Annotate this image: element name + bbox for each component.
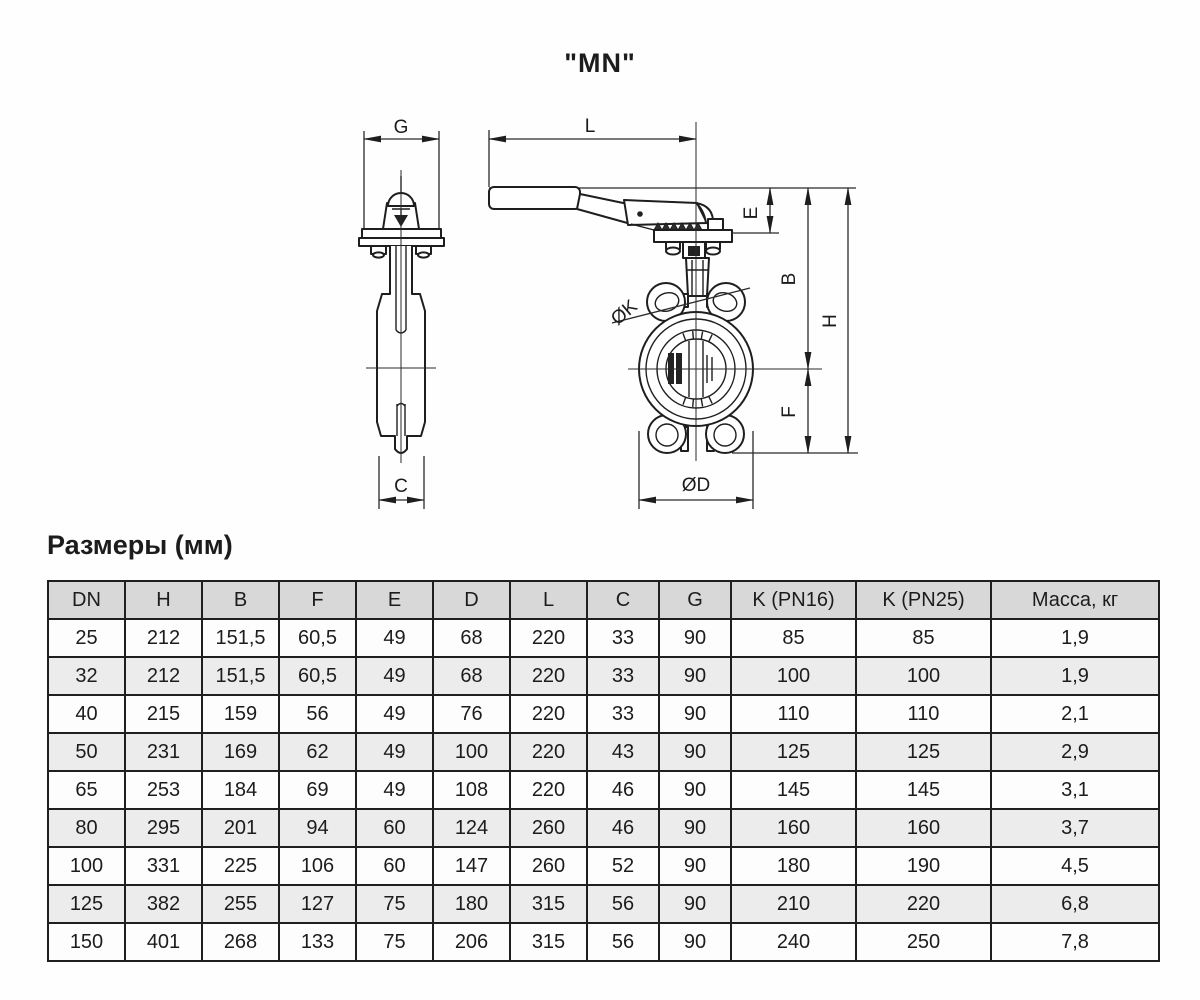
column-header-10: K (PN25) (856, 581, 991, 619)
table-cell: 49 (356, 657, 433, 695)
table-cell: 260 (510, 847, 587, 885)
table-cell: 7,8 (991, 923, 1159, 961)
dim-label-d-diameter: ØD (681, 475, 711, 496)
table-cell: 382 (125, 885, 202, 923)
table-cell: 210 (731, 885, 856, 923)
table-cell: 169 (202, 733, 279, 771)
table-cell: 75 (356, 885, 433, 923)
column-header-3: F (279, 581, 356, 619)
table-row (48, 695, 1159, 733)
table-cell: 46 (587, 771, 659, 809)
table-cell: 255 (202, 885, 279, 923)
table-cell: 4,5 (991, 847, 1159, 885)
table-cell: 49 (356, 695, 433, 733)
table-cell: 110 (731, 695, 856, 733)
table-cell: 231 (125, 733, 202, 771)
table-cell: 401 (125, 923, 202, 961)
table-cell: 100 (731, 657, 856, 695)
table-cell: 184 (202, 771, 279, 809)
table-cell: 240 (731, 923, 856, 961)
table-cell: 90 (659, 809, 731, 847)
table-cell: 46 (587, 809, 659, 847)
table-cell: 68 (433, 619, 510, 657)
table-cell: 253 (125, 771, 202, 809)
table-cell: 60 (356, 847, 433, 885)
side-view (359, 117, 444, 509)
table-cell: 69 (279, 771, 356, 809)
lever-grip (489, 187, 580, 209)
table-cell: 49 (356, 619, 433, 657)
table-cell: 212 (125, 657, 202, 695)
table-cell: 125 (856, 733, 991, 771)
column-header-7: C (587, 581, 659, 619)
section-heading: Размеры (мм) (47, 530, 233, 560)
table-cell: 127 (279, 885, 356, 923)
table-cell: 145 (856, 771, 991, 809)
column-header-8: G (659, 581, 731, 619)
table-cell: 190 (856, 847, 991, 885)
table-row (48, 809, 1159, 847)
table-cell: 3,7 (991, 809, 1159, 847)
table-cell: 260 (510, 809, 587, 847)
table-cell: 90 (659, 619, 731, 657)
table-cell: 201 (202, 809, 279, 847)
table-row (48, 657, 1159, 695)
table-cell: 106 (279, 847, 356, 885)
table-cell: 212 (125, 619, 202, 657)
table-cell: 60,5 (279, 619, 356, 657)
column-header-9: K (PN16) (731, 581, 856, 619)
table-cell: 125 (731, 733, 856, 771)
table-cell: 100 (48, 847, 125, 885)
table-cell: 3,1 (991, 771, 1159, 809)
table-cell: 220 (510, 619, 587, 657)
table-cell: 110 (856, 695, 991, 733)
table-cell: 6,8 (991, 885, 1159, 923)
dim-label-h: H (820, 314, 841, 328)
table-cell: 52 (587, 847, 659, 885)
table-cell: 2,9 (991, 733, 1159, 771)
dim-label-l: L (584, 116, 596, 137)
dim-label-f: F (779, 406, 800, 418)
table-cell: 33 (587, 619, 659, 657)
table-cell: 160 (731, 809, 856, 847)
table-cell: 32 (48, 657, 125, 695)
table-cell: 108 (433, 771, 510, 809)
column-header-11: Масса, кг (991, 581, 1159, 619)
table-cell: 90 (659, 885, 731, 923)
table-cell: 62 (279, 733, 356, 771)
table-cell: 25 (48, 619, 125, 657)
table-cell: 40 (48, 695, 125, 733)
table-cell: 215 (125, 695, 202, 733)
table-cell: 220 (510, 733, 587, 771)
table-cell: 76 (433, 695, 510, 733)
table-row (48, 733, 1159, 771)
table-cell: 250 (856, 923, 991, 961)
table-cell: 80 (48, 809, 125, 847)
table-cell: 220 (510, 657, 587, 695)
table-row (48, 885, 1159, 923)
column-header-4: E (356, 581, 433, 619)
table-cell: 125 (48, 885, 125, 923)
table-cell: 220 (510, 695, 587, 733)
table-cell: 315 (510, 923, 587, 961)
dimensions-table (47, 580, 1160, 962)
table-header-row (48, 581, 1159, 619)
dim-label-c: C (394, 476, 408, 497)
table-cell: 75 (356, 923, 433, 961)
table-cell: 2,1 (991, 695, 1159, 733)
table-cell: 150 (48, 923, 125, 961)
table-cell: 90 (659, 923, 731, 961)
dim-label-b: B (779, 272, 800, 286)
table-cell: 60,5 (279, 657, 356, 695)
table-row (48, 619, 1159, 657)
table-cell: 33 (587, 657, 659, 695)
table-cell: 56 (587, 885, 659, 923)
table-cell: 85 (731, 619, 856, 657)
table-cell: 100 (856, 657, 991, 695)
table-cell: 220 (510, 771, 587, 809)
table-cell: 90 (659, 771, 731, 809)
table-cell: 90 (659, 733, 731, 771)
table-cell: 124 (433, 809, 510, 847)
table-cell: 180 (731, 847, 856, 885)
table-cell: 94 (279, 809, 356, 847)
table-cell: 90 (659, 847, 731, 885)
table-cell: 220 (856, 885, 991, 923)
table-cell: 225 (202, 847, 279, 885)
table-cell: 206 (433, 923, 510, 961)
lever-pivot-hole (637, 211, 643, 217)
table-cell: 1,9 (991, 619, 1159, 657)
column-header-6: L (510, 581, 587, 619)
table-cell: 56 (279, 695, 356, 733)
table-cell: 145 (731, 771, 856, 809)
table-cell: 315 (510, 885, 587, 923)
table-cell: 159 (202, 695, 279, 733)
table-cell: 49 (356, 771, 433, 809)
dim-label-e: E (741, 206, 762, 220)
table-cell: 160 (856, 809, 991, 847)
page-title: "MN" (564, 48, 636, 78)
table-row (48, 847, 1159, 885)
table-cell: 33 (587, 695, 659, 733)
table-cell: 331 (125, 847, 202, 885)
column-header-0: DN (48, 581, 125, 619)
table-cell: 50 (48, 733, 125, 771)
table-cell: 1,9 (991, 657, 1159, 695)
table-cell: 90 (659, 695, 731, 733)
table-cell: 268 (202, 923, 279, 961)
table-cell: 133 (279, 923, 356, 961)
column-header-2: B (202, 581, 279, 619)
table-cell: 56 (587, 923, 659, 961)
table-cell: 100 (433, 733, 510, 771)
table-row (48, 771, 1159, 809)
lever-plate (624, 200, 707, 225)
dim-label-g: G (393, 117, 409, 138)
table-cell: 65 (48, 771, 125, 809)
table-cell: 68 (433, 657, 510, 695)
table-cell: 85 (856, 619, 991, 657)
front-view (489, 116, 858, 509)
table-cell: 151,5 (202, 619, 279, 657)
dim-label-k-diameter: ØK (607, 295, 642, 330)
table-cell: 151,5 (202, 657, 279, 695)
table-body (48, 619, 1159, 961)
column-header-5: D (433, 581, 510, 619)
table-cell: 180 (433, 885, 510, 923)
table-cell: 43 (587, 733, 659, 771)
table-cell: 295 (125, 809, 202, 847)
column-header-1: H (125, 581, 202, 619)
table-cell: 49 (356, 733, 433, 771)
table-cell: 60 (356, 809, 433, 847)
table-cell: 147 (433, 847, 510, 885)
table-cell: 90 (659, 657, 731, 695)
table-row (48, 923, 1159, 961)
